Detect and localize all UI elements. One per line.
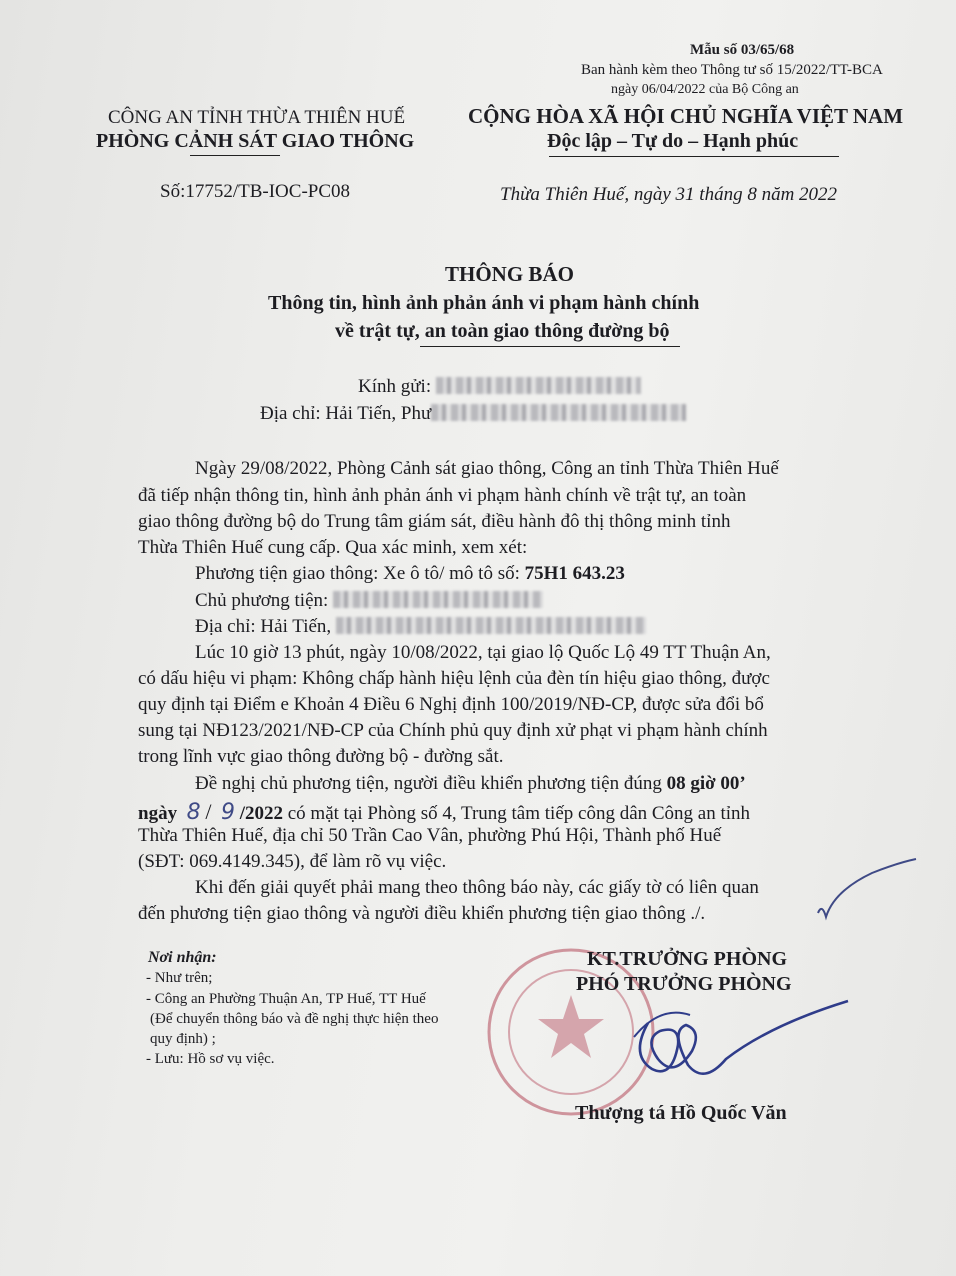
body-line: Thừa Thiên Huế cung cấp. Qua xác minh, xem xét:: [138, 537, 528, 558]
form-issued-line: Ban hành kèm theo Thông tư số 15/2022/TT-BCA: [581, 62, 883, 78]
body-line: đến phương tiện giao thông và người điều khiển phương tiện giao thông ./.: [138, 903, 706, 924]
body-line: có dấu hiệu vi phạm: Không chấp hành hiệu lệnh của đèn tín hiệu giao thông, được: [138, 668, 770, 689]
motto-underline: [549, 156, 839, 157]
handwritten-month: 9: [220, 800, 235, 825]
recipient-item: quy định) ;: [150, 1031, 216, 1047]
appointment-time: 08 giờ 00’: [666, 773, 746, 794]
body-line: Ngày 29/08/2022, Phòng Cảnh sát giao thông, Công an tỉnh Thừa Thiên Huế: [195, 458, 779, 479]
republic-title: CỘNG HÒA XÃ HỘI CHỦ NGHĨA VIỆT NAM: [468, 104, 904, 128]
body-line: Lúc 10 giờ 13 phút, ngày 10/08/2022, tại giao lộ Quốc Lộ 49 TT Thuận An,: [195, 642, 771, 663]
body-line: trong lĩnh vực giao thông đường bộ - đường sắt.: [138, 746, 504, 767]
appointment-line-2: [138, 799, 750, 825]
document-title: THÔNG BÁO: [445, 262, 574, 286]
body-line: giao thông đường bộ do Trung tâm giám sát, điều hành đô thị thông minh tỉnh: [138, 511, 731, 532]
owner-address-line: [195, 616, 646, 638]
agency-name: PHÒNG CẢNH SÁT GIAO THÔNG: [96, 130, 415, 152]
document-subtitle-1: Thông tin, hình ảnh phản ánh vi phạm hành chính: [268, 292, 700, 314]
redacted-owner: [333, 591, 543, 608]
republic-motto: Độc lập – Tự do – Hạnh phúc: [547, 130, 799, 152]
appointment-line-1: [195, 773, 746, 795]
subtitle-underline: [420, 346, 680, 347]
appointment-day-label: ngày: [138, 803, 178, 824]
recipient-label: Kính gửi:: [358, 376, 432, 397]
vehicle-plate: 75H1 643.23: [524, 563, 625, 584]
recipient-item: (Để chuyển thông báo và đề nghị thực hiện theo: [150, 1011, 439, 1027]
document-date: Thừa Thiên Huế, ngày 31 tháng 8 năm 2022: [500, 184, 838, 205]
handwritten-day: 8: [186, 800, 201, 825]
signer-name: Thượng tá Hồ Quốc Văn: [575, 1102, 787, 1124]
body-line: đã tiếp nhận thông tin, hình ảnh phản ánh vi phạm hành chính về trật tự, an toàn: [138, 485, 747, 506]
vehicle-label: Phương tiện giao thông: Xe ô tô/ mô tô số:: [195, 563, 525, 584]
agency-parent: CÔNG AN TỈNH THỪA THIÊN HUẾ: [108, 107, 406, 128]
form-issued-date: ngày 06/04/2022 của Bộ Công an: [611, 82, 799, 97]
owner-address-label: Địa chỉ: Hải Tiến,: [195, 616, 336, 637]
signer-title-2: PHÓ TRƯỞNG PHÒNG: [576, 973, 792, 995]
body-line: Thừa Thiên Huế, địa chỉ 50 Trần Cao Vân, phường Phú Hội, Thành phố Huế: [138, 825, 722, 846]
redacted-address: [431, 404, 686, 421]
appointment-place: có mặt tại Phòng số 4, Trung tâm tiếp công dân Công an tỉnh: [282, 803, 751, 824]
body-line: Khi đến giải quyết phải mang theo thông báo này, các giấy tờ có liên quan: [195, 877, 759, 898]
appointment-text: Đề nghị chủ phương tiện, người điều khiển phương tiện đúng: [195, 773, 667, 794]
recipients-heading: Nơi nhận:: [148, 949, 217, 966]
recipient-address-label: Địa chỉ: Hải Tiến, Phư: [260, 403, 432, 424]
recipient-item: - Như trên;: [146, 970, 213, 986]
body-line: quy định tại Điểm e Khoản 4 Điều 6 Nghị định 100/2019/NĐ-CP, được sửa đổi bổ: [138, 694, 764, 715]
body-line: (SĐT: 069.4149.345), để làm rõ vụ việc.: [138, 851, 447, 872]
redacted-owner-address: [336, 617, 646, 634]
agency-underline: [190, 155, 280, 156]
document-number: Số:17752/TB-IOC-PC08: [160, 181, 351, 202]
redacted-name: [436, 377, 641, 394]
recipient-item: - Công an Phường Thuận An, TP Huế, TT Huế: [146, 991, 426, 1007]
owner-label: Chủ phương tiện:: [195, 590, 334, 611]
vehicle-line: [195, 563, 625, 585]
body-line: sung tại NĐ123/2021/NĐ-CP của Chính phủ quy định xử phạt vi phạm hành chính: [138, 720, 768, 741]
recipient-address-line: [260, 403, 686, 425]
document-subtitle-2: về trật tự, an toàn giao thông đường bộ: [335, 320, 670, 342]
recipient-line: [358, 376, 641, 398]
appointment-year: /2022: [239, 803, 283, 824]
owner-line: [195, 590, 543, 612]
signature-icon: [600, 995, 860, 1095]
form-number: Mẫu số 03/65/68: [690, 42, 795, 58]
check-mark-icon: [812, 855, 922, 925]
signer-title-1: KT.TRƯỞNG PHÒNG: [587, 948, 787, 970]
recipient-item: - Lưu: Hồ sơ vụ việc.: [146, 1051, 275, 1067]
date-separator: /: [205, 799, 212, 824]
